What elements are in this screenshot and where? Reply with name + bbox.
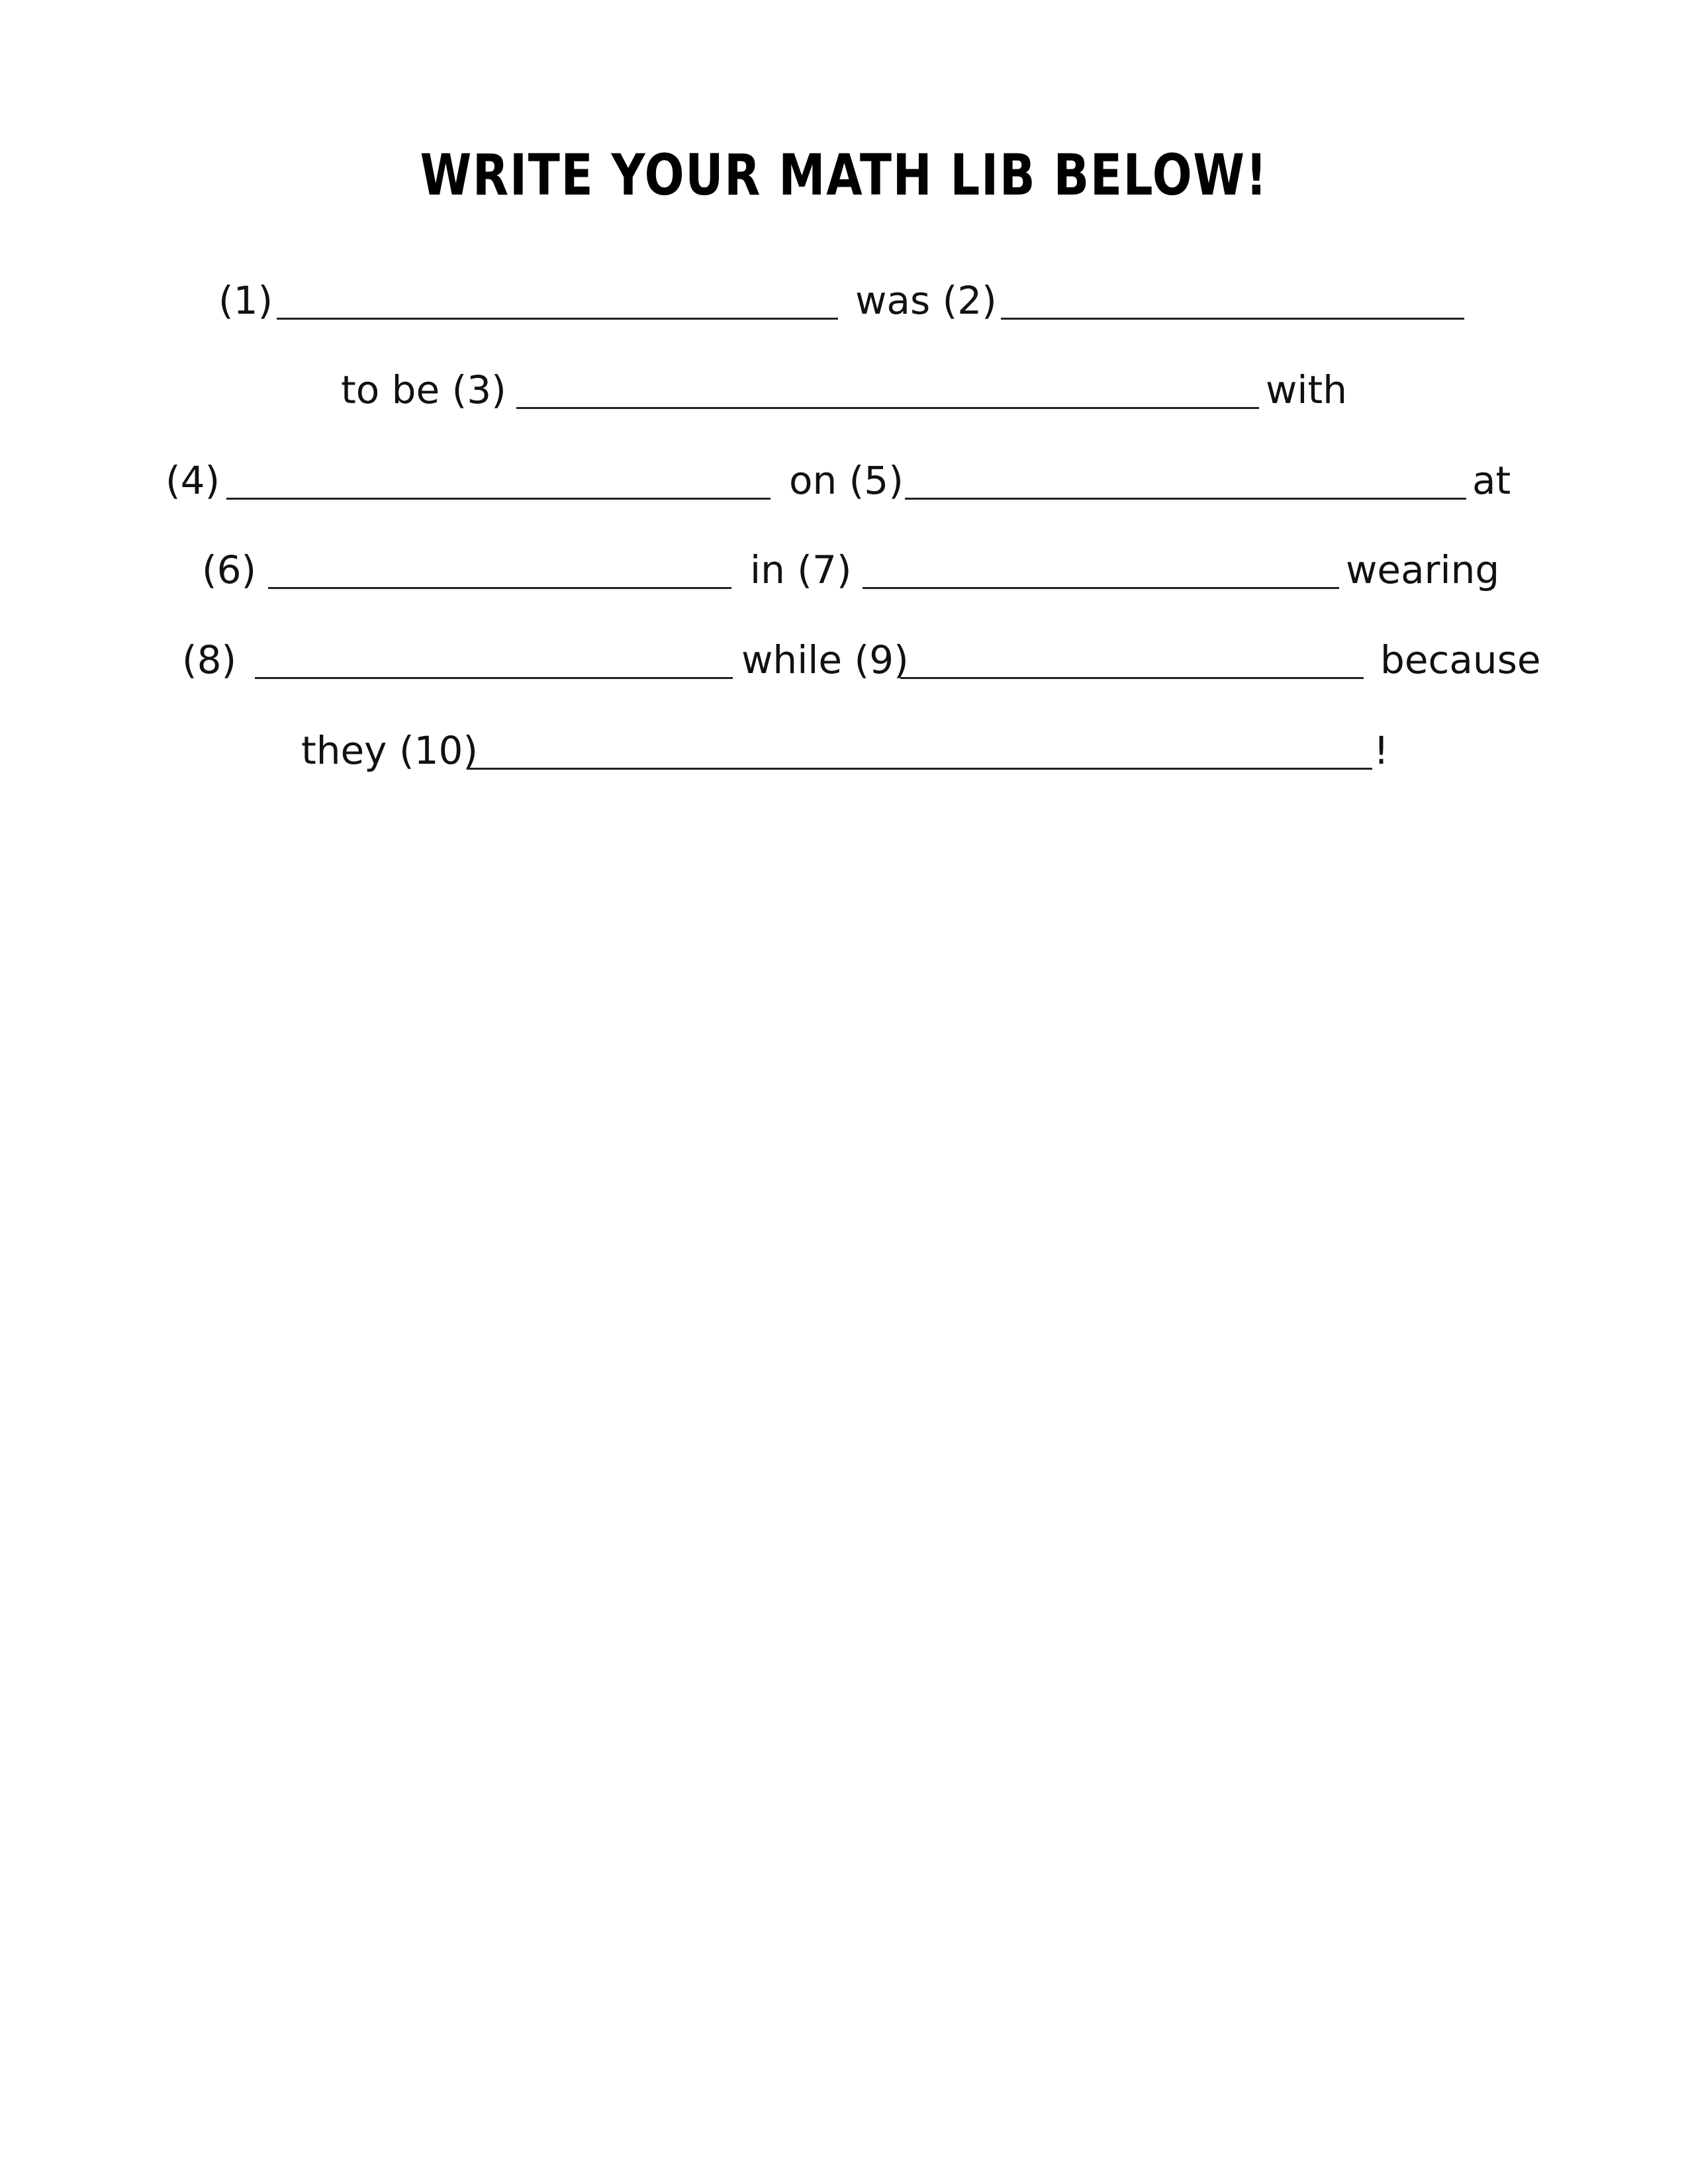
connector-text: in (7) [750, 547, 852, 592]
answer-blank-3[interactable] [516, 407, 1259, 409]
prompt-number-8: (8) [182, 637, 237, 682]
connector-text: with [1266, 367, 1348, 412]
answer-blank-7[interactable] [863, 587, 1339, 589]
prompt-number-10: they (10) [301, 728, 479, 773]
connector-text: on (5) [789, 458, 904, 503]
answer-blank-2[interactable] [1001, 318, 1464, 320]
math-lib-line-5 [0, 627, 1688, 687]
connector-text: at [1472, 458, 1511, 503]
answer-blank-1[interactable] [277, 318, 838, 320]
answer-blank-4[interactable] [226, 498, 771, 500]
connector-text: wearing [1346, 547, 1500, 592]
math-lib-line-3 [0, 448, 1688, 508]
connector-text: was (2) [855, 278, 997, 323]
connector-text: because [1380, 637, 1541, 682]
prompt-number-1: (1) [218, 278, 273, 323]
math-lib-line-4 [0, 537, 1688, 597]
answer-blank-6[interactable] [268, 587, 731, 589]
answer-blank-8[interactable] [255, 677, 733, 679]
prompt-number-6: (6) [202, 547, 257, 592]
connector-text: while (9) [741, 637, 909, 682]
connector-text: to be (3) [341, 367, 506, 412]
exclamation-mark: ! [1374, 728, 1389, 773]
math-lib-line-6 [0, 718, 1688, 778]
answer-blank-9[interactable] [900, 677, 1364, 679]
answer-blank-10[interactable] [467, 768, 1372, 770]
math-lib-line-2 [0, 357, 1688, 417]
answer-blank-5[interactable] [905, 498, 1466, 500]
page-title: WRITE YOUR MATH LIB BELOW! [420, 142, 1268, 208]
math-lib-line-1 [0, 268, 1688, 328]
prompt-number-4: (4) [165, 458, 220, 503]
